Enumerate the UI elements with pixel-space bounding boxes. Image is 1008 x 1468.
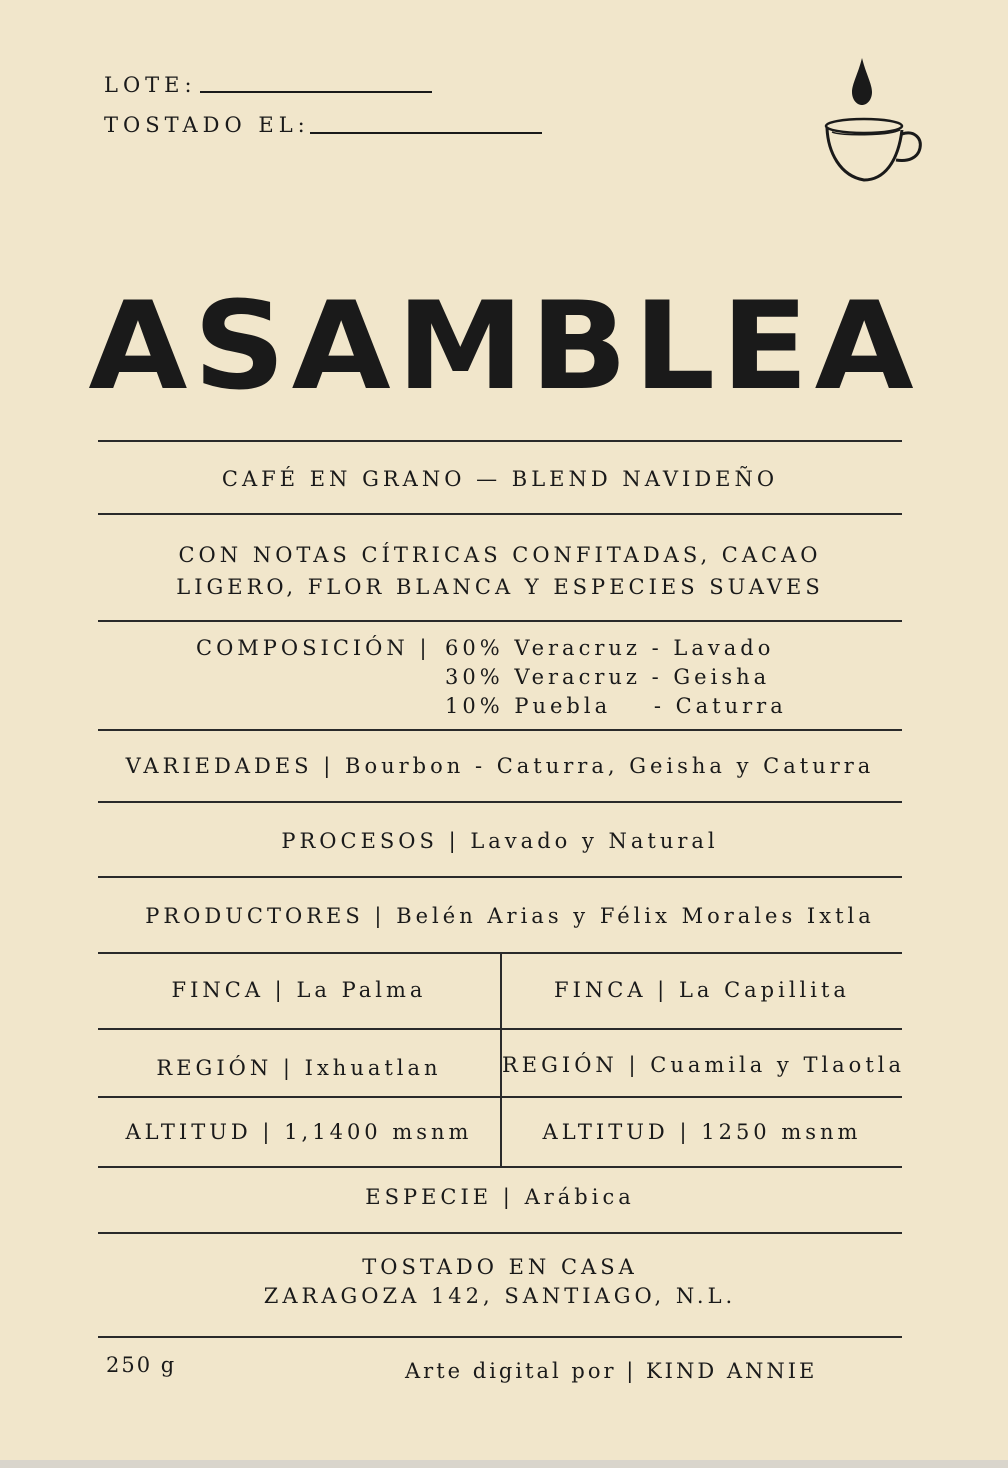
coffee-cup-drop-icon (818, 52, 928, 186)
finca-right (502, 978, 902, 1002)
divider (98, 876, 902, 878)
region-right-label: REGIÓN | (502, 1053, 640, 1077)
altitud-right-label: ALTITUD | (542, 1120, 691, 1144)
procesos-value: Lavado y Natural (470, 829, 719, 853)
divider (98, 729, 902, 731)
roaster-address: ZARAGOZA 142, SANTIAGO, N.L. (263, 1284, 737, 1308)
tasting-notes-line1: CON NOTAS CÍTRICAS CONFITADAS, CACAO (178, 543, 822, 567)
region-right (502, 1053, 906, 1077)
finca-left (98, 978, 500, 1002)
variedades-value: Bourbon - Caturra, Geisha y Caturra (345, 754, 875, 778)
especie-label: ESPECIE | (365, 1185, 514, 1209)
procesos-row (98, 829, 902, 853)
weight: 250 g (106, 1353, 177, 1377)
roaster-line1: TOSTADO EN CASA (362, 1255, 638, 1279)
altitud-left-value: 1,1400 msnm (284, 1120, 473, 1144)
divider (98, 620, 902, 622)
divider (98, 801, 902, 803)
lote-line (200, 91, 432, 93)
lote-label: LOTE: (104, 73, 197, 97)
composicion-line: 60% Veracruz - Lavado (445, 636, 775, 660)
altitud-left-label: ALTITUD | (125, 1120, 274, 1144)
especie-row (98, 1185, 902, 1209)
subtitle: CAFÉ EN GRANO — BLEND NAVIDEÑO (221, 467, 779, 491)
especie-value: Arábica (524, 1185, 635, 1209)
finca-left-value: La Palma (296, 978, 427, 1002)
altitud-right-value: 1250 msnm (701, 1120, 862, 1144)
art-credit: Arte digital por | KIND ANNIE (405, 1359, 818, 1383)
variedades-label: VARIEDADES | (125, 754, 335, 778)
productores-row (112, 904, 908, 928)
finca-right-value: La Capillita (678, 978, 850, 1002)
productores-label: PRODUCTORES | (145, 904, 386, 928)
productores-value: Belén Arias y Félix Morales Ixtla (396, 904, 875, 928)
region-left-label: REGIÓN | (156, 1056, 294, 1080)
finca-right-label: FINCA | (554, 978, 669, 1002)
composicion-line: 30% Veracruz - Geisha (445, 665, 771, 689)
region-right-value: Cuamila y Tlaotla (650, 1053, 906, 1077)
procesos-label: PROCESOS | (281, 829, 460, 853)
region-left-value: Ixhuatlan (304, 1056, 442, 1080)
tasting-notes-line2: LIGERO, FLOR BLANCA Y ESPECIES SUAVES (176, 575, 824, 599)
product-title: ASAMBLEA (88, 275, 920, 418)
altitud-left (98, 1120, 500, 1144)
composicion-label: COMPOSICIÓN | (196, 636, 431, 660)
variedades-row (98, 754, 902, 778)
tostado-line (310, 132, 542, 134)
tostado-label: TOSTADO EL: (104, 113, 310, 137)
divider (98, 1336, 902, 1338)
divider (98, 440, 902, 442)
region-left (98, 1056, 500, 1080)
altitud-right (502, 1120, 902, 1144)
bottom-edge (0, 1460, 1008, 1468)
divider (98, 513, 902, 515)
finca-left-label: FINCA | (171, 978, 286, 1002)
divider (98, 1232, 902, 1234)
composicion-line: 10% Puebla - Caturra (445, 694, 787, 718)
